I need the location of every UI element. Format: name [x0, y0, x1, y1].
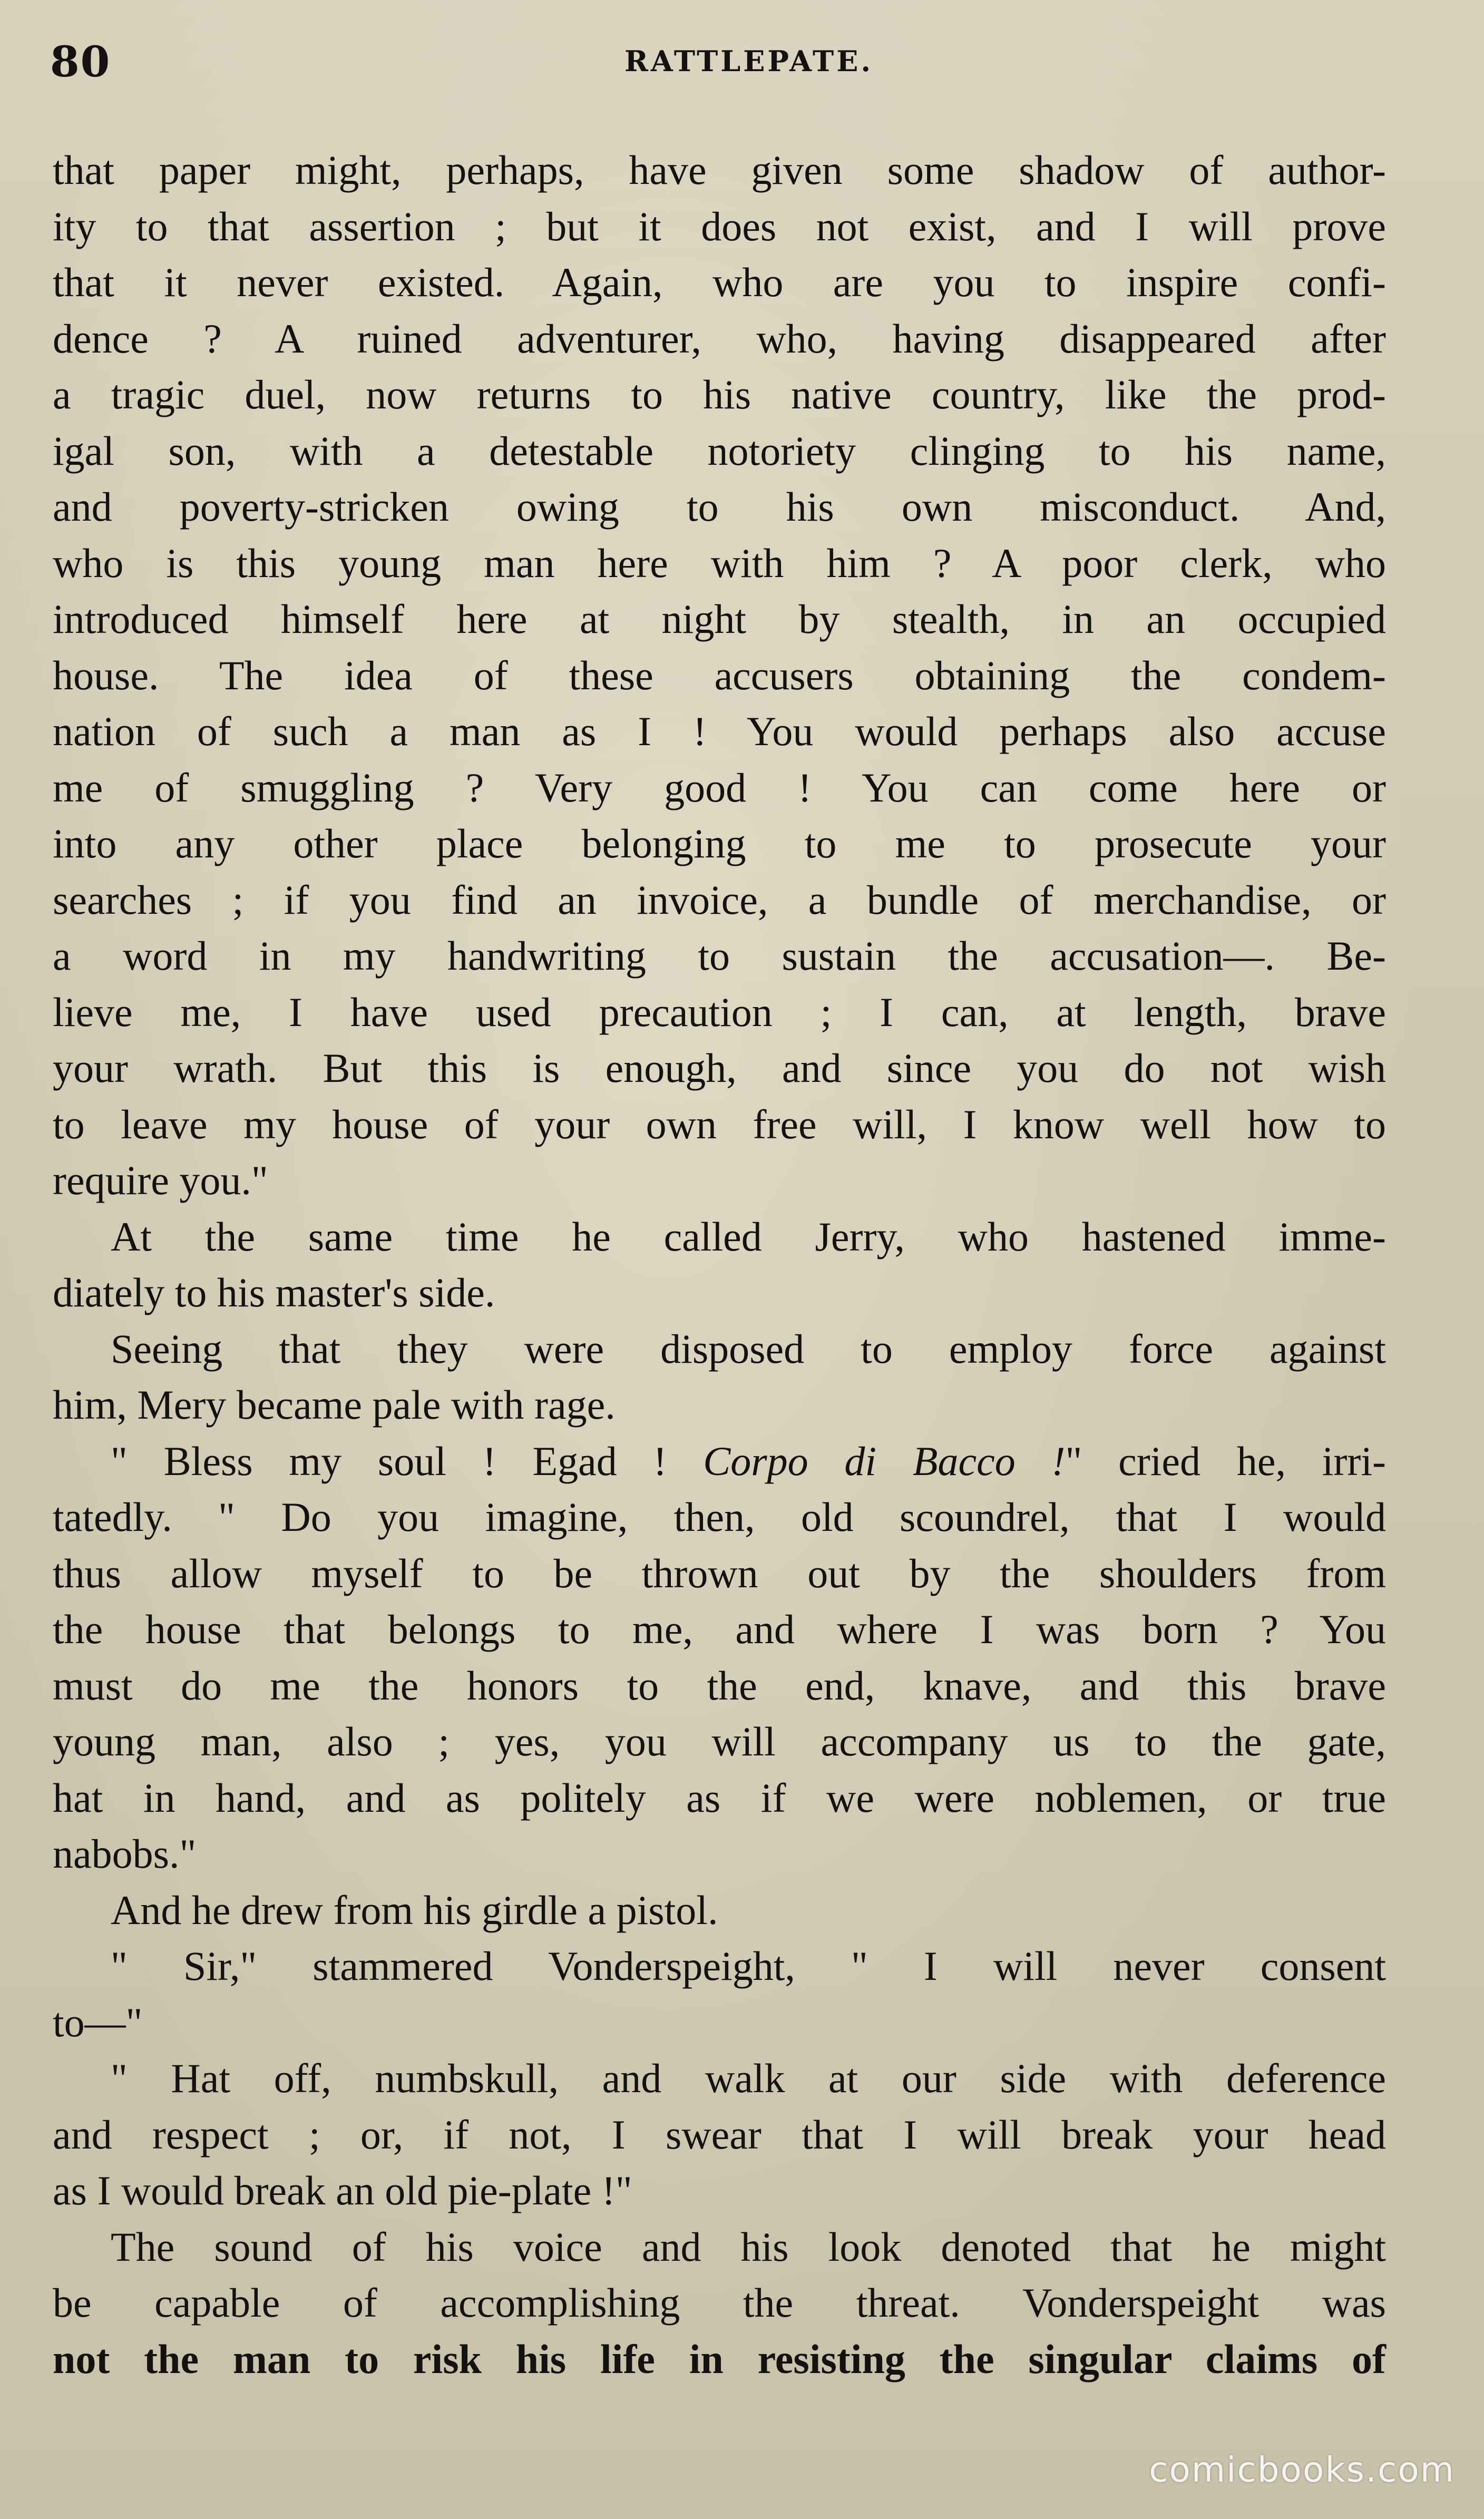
text-line: " Sir," stammered Vonderspeight, " I will never consent	[111, 1943, 1386, 1989]
text-line: must do me the honors to the end, knave, and this brave	[53, 1662, 1386, 1708]
text-line: igal son, with a detestable notoriety clinging to his name,	[53, 427, 1386, 474]
watermark: comicbooks.com	[1149, 2449, 1455, 2490]
text-line: At the same time he called Jerry, who hastened imme-	[111, 1213, 1386, 1260]
text-line: diately to his master's side.	[53, 1270, 495, 1315]
text-line: into any other place belonging to me to prosecute your	[53, 821, 1386, 866]
text-line: as I would break an old pie-plate !"	[53, 2167, 632, 2213]
text-line: searches ; if you find an invoice, a bundle of merchandise, or	[53, 876, 1386, 923]
text-line: nation of such a man as I ! You would perhaps also accuse	[53, 708, 1386, 754]
text-line: and poverty-stricken owing to his own misconduct. And,	[53, 484, 1386, 530]
text-line-mixed	[53, 1433, 1386, 1490]
text-line: your wrath. But this is enough, and since you do not wish	[53, 1045, 1386, 1091]
text-line: to—"	[53, 1999, 143, 2045]
text-line: tatedly. " Do you imagine, then, old scoundrel, that I would	[53, 1494, 1386, 1540]
text-line: And he drew from his girdle a pistol.	[111, 1887, 718, 1933]
text-line: that paper might, perhaps, have given some shadow of author-	[53, 147, 1386, 193]
text-line: that it never existed. Again, who are you to inspire confi-	[53, 259, 1386, 305]
body-text	[53, 142, 1386, 2387]
text-line: to leave my house of your own free will, I know well how to	[53, 1101, 1386, 1147]
text-line: be capable of accomplishing the threat. Vonderspeight was	[53, 2280, 1386, 2326]
text-fragment: " cried he, irri-	[1065, 1438, 1386, 1484]
text-line: and respect ; or, if not, I swear that I will break your head	[53, 2111, 1386, 2157]
text-line: not the man to risk his life in resisting the singular claims of	[53, 2336, 1386, 2382]
text-line: thus allow myself to be thrown out by the shoulders from	[53, 1550, 1386, 1596]
text-line: me of smuggling ? Very good ! You can come here or	[53, 764, 1386, 811]
text-fragment: " Bless my soul ! Egad !	[111, 1438, 704, 1484]
text-line: the house that belongs to me, and where I was born ? You	[53, 1606, 1386, 1652]
text-line: a tragic duel, now returns to his native country, like the prod-	[53, 372, 1386, 417]
text-line: require you."	[53, 1157, 268, 1203]
text-line: ity to that assertion ; but it does not exist, and I will prove	[53, 203, 1386, 249]
page-header	[50, 37, 1389, 95]
text-line: hat in hand, and as politely as if we were noblemen, or true	[53, 1774, 1386, 1821]
running-head: RATTLEPATE.	[624, 44, 874, 78]
text-line: nabobs."	[53, 1831, 197, 1877]
text-line: him, Mery became pale with rage.	[53, 1382, 616, 1428]
text-line: young man, also ; yes, you will accompany us to the gate,	[53, 1719, 1386, 1764]
text-line: dence ? A ruined adventurer, who, having disappeared after	[53, 315, 1386, 362]
text-line: who is this young man here with him ? A poor clerk, who	[53, 540, 1386, 586]
text-line: introduced himself here at night by stealth, in an occupied	[53, 596, 1386, 642]
page-number: 80	[50, 37, 111, 86]
italic-phrase: Corpo di Bacco !	[703, 1438, 1066, 1484]
text-line: lieve me, I have used precaution ; I can, at length, brave	[53, 989, 1386, 1035]
text-line: Seeing that they were disposed to employ force against	[111, 1325, 1386, 1372]
text-line: " Hat off, numbskull, and walk at our side with deference	[111, 2055, 1386, 2101]
text-line: house. The idea of these accusers obtaining the condem-	[53, 652, 1386, 698]
text-line: a word in my handwriting to sustain the accusation—. Be-	[53, 933, 1386, 979]
text-line: The sound of his voice and his look denoted that he might	[111, 2223, 1386, 2270]
